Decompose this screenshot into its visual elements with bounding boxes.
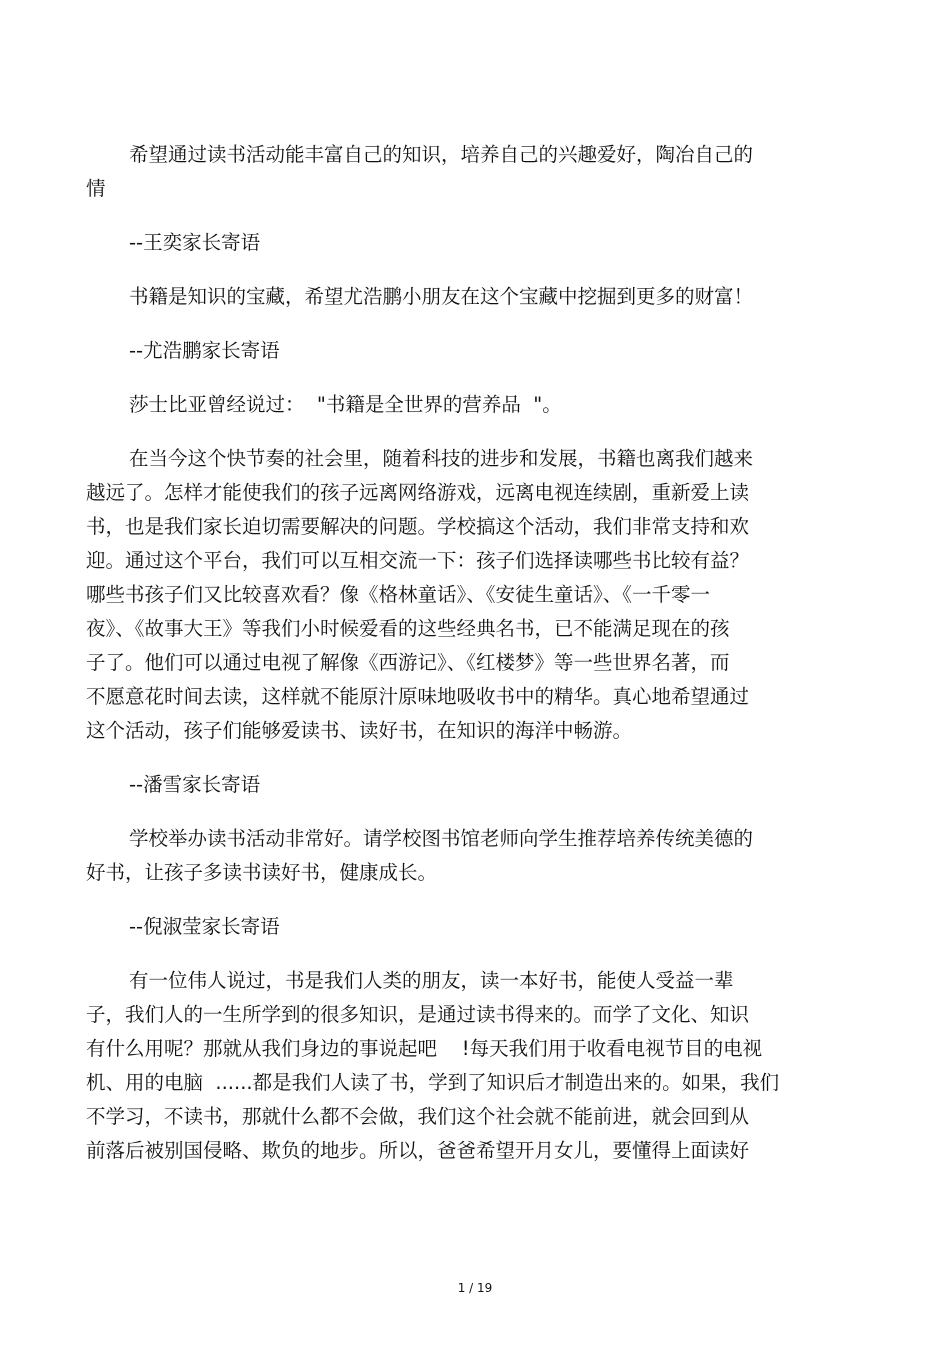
text-line: 书籍是知识的宝藏，希望尤浩鹏小朋友在这个宝藏中挖掘到更多的财富！ — [129, 285, 754, 308]
paragraph-2 — [86, 280, 826, 314]
signature-wang-yi — [86, 226, 826, 260]
text-line: 不愿意花时间去读，这样就不能原汁原味地吸收书中的精华。真心地希望通过 — [86, 685, 750, 708]
text-line: 这个活动，孩子们能够爱读书、读好书，在知识的海洋中畅游。 — [86, 719, 633, 742]
signature-pan-xue — [86, 768, 826, 802]
text-line: 前落后被别国侵略、欺负的地步。所以，爸爸希望开月女儿，要懂得上面读好 — [86, 1139, 750, 1162]
text-line: 迎。通过这个平台，我们可以互相交流一下：孩子们选择读哪些书比较有益？ — [86, 549, 750, 572]
text-line: 子了。他们可以通过电视了解像《西游记》、《红楼梦》等一些世界名著，而 — [86, 651, 730, 674]
text-line: 越远了。怎样才能使我们的孩子远离网络游戏，远离电视连续剧，重新爱上读 — [86, 481, 750, 504]
text-line: 有一位伟人说过，书是我们人类的朋友，读一本好书，能使人受益一辈 — [129, 969, 734, 992]
text-line: 书，也是我们家长迫切需要解决的问题。学校搞这个活动，我们非常支持和欢 — [86, 515, 750, 538]
paragraph-3 — [86, 388, 826, 422]
document-body — [86, 138, 826, 1168]
text-line: --王奕家长寄语 — [129, 231, 261, 254]
text-line: --潘雪家长寄语 — [129, 773, 261, 796]
text-line: --倪淑莹家长寄语 — [129, 915, 280, 938]
text-line: 哪些书孩子们又比较喜欢看？像《格林童话》、《安徒生童话》、《一千零一 — [86, 583, 711, 606]
paragraph-6 — [86, 964, 826, 1168]
text-line: 学校举办读书活动非常好。请学校图书馆老师向学生推荐培养传统美德的 — [129, 827, 754, 850]
text-line: 在当今这个快节奏的社会里，随着科技的进步和发展，书籍也离我们越来 — [129, 447, 754, 470]
page-number: 1 / 19 — [457, 1281, 493, 1295]
text-line: 莎士比亚曾经说过： "书籍是全世界的营养品 "。 — [129, 393, 562, 416]
text-line: 希望通过读书活动能丰富自己的知识，培养自己的兴趣爱好，陶冶自己的 — [129, 143, 754, 166]
text-line: 有什么用呢？那就从我们身边的事说起吧 !每天我们用于收看电视节目的电视 — [86, 1037, 763, 1060]
text-line: 好书，让孩子多读书读好书，健康成长。 — [86, 861, 438, 884]
paragraph-4 — [86, 442, 826, 748]
text-line: 机、用的电脑 ......都是我们人读了书，学到了知识后才制造出来的。如果，我们 — [86, 1071, 780, 1094]
paragraph-1 — [86, 138, 826, 206]
text-line: 夜》、《故事大王》等我们小时候爱看的这些经典名书，已不能满足现在的孩 — [86, 617, 730, 640]
text-line: 子，我们人的一生所学到的很多知识，是通过读书得来的。而学了文化、知识 — [86, 1003, 750, 1026]
text-line: 不学习，不读书，那就什么都不会做，我们这个社会就不能前进，就会回到从 — [86, 1105, 750, 1128]
paragraph-5 — [86, 822, 826, 890]
text-line: 情 — [86, 177, 106, 200]
text-line: --尤浩鹏家长寄语 — [129, 339, 280, 362]
signature-ni-shuying — [86, 910, 826, 944]
signature-you-haopeng — [86, 334, 826, 368]
